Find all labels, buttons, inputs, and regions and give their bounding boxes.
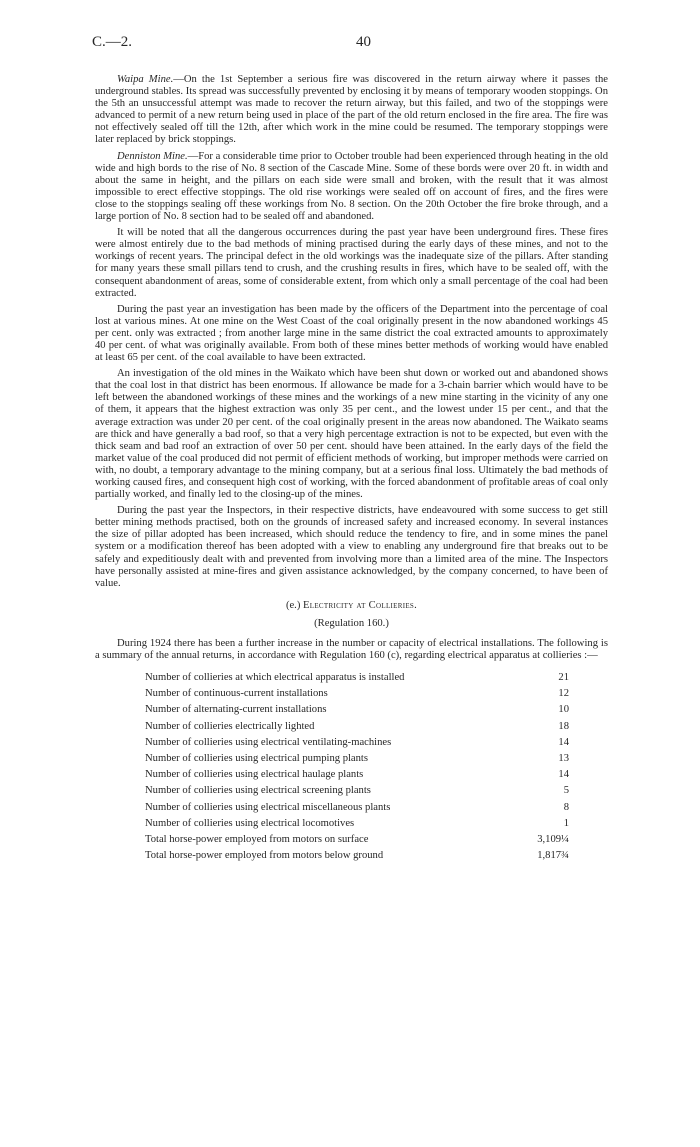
- stat-label: Number of continuous-current installations: [145, 688, 328, 700]
- stat-value: 1: [563, 817, 569, 829]
- table-row: [145, 719, 569, 735]
- section-prefix: (e.): [285, 599, 301, 611]
- stat-value: 12: [558, 688, 569, 700]
- stat-label: Total horse-power employed from motors on surface: [145, 834, 369, 846]
- table-row: [145, 848, 569, 864]
- paragraph-text: —For a considerable time prior to October trouble had been experienced through heating in the old wide and high bords to the rise of No. 8 section of the Cascade Mine. Some of these bords were over 20 ft. in width and about the same in height, and the pillars on each side were small and broken, with the result that it was almost impossible to erect effective stoppings. The old rise workings were sealed off on account of fires, and the fires were close to the stoppings sealing off these workings from No. 8 section. On the 20th October the fire broke through, and a large portion of No. 8 section had to be sealed off and abandoned.: [95, 150, 609, 223]
- table-row: [145, 686, 569, 702]
- stat-label: Total horse-power employed from motors below ground: [145, 850, 384, 862]
- stat-label: Number of collieries at which electrical apparatus is installed: [145, 672, 405, 684]
- paragraph-text: —On the 1st September a serious fire was discovered in the return airway where it passes the underground stables. Its spread was successfully prevented by enclosing it by means of temporary wooden stoppings. On the 5th an unsuccessful attempt was made to recover the return airway, but this failed, and two of the stoppings were advanced to permit of a new return being used in place of the part of the old return enclosed in the fire area. The fire was not effectively sealed off till the 12th, after which work in the mine could be resumed. The temporary stoppings were later replaced by brick stoppings.: [95, 74, 608, 146]
- paragraph-waipa-mine: [95, 74, 608, 147]
- stat-value: 14: [558, 769, 569, 781]
- section-heading: [95, 600, 608, 612]
- paragraph-denniston-mine: [95, 151, 608, 224]
- table-row: [145, 783, 569, 799]
- stat-label: Number of collieries electrically lighted: [145, 720, 315, 732]
- paragraph-underground-fires: [95, 227, 608, 300]
- stat-value: 5: [563, 785, 569, 797]
- regulation-reference: (Regulation 160.): [314, 617, 389, 629]
- stat-label: Number of collieries using electrical screening plants: [145, 785, 371, 797]
- document-reference: C.—2.: [92, 34, 133, 50]
- paragraph-coal-investigation: [95, 304, 608, 364]
- paragraph-text: During the past year an investigation has been made by the officers of the Department into the percentage of coal lost at various mines. At one mine on the West Coast of the coal originally present in the now abandoned workings 45 per cent. only was extracted ; from another large mine in the same district the coal extracted amounts to approximately 40 per cent. of what was originally available. From both of these mines better methods of working would have enabled at least 65 per cent. of the coal available to have been extracted.: [95, 303, 608, 364]
- page-number: 40: [356, 34, 371, 50]
- table-row: [145, 800, 569, 816]
- electrical-summary-table: [145, 670, 569, 864]
- stat-label: Number of collieries using electrical haulage plants: [145, 769, 364, 781]
- stat-label: Number of collieries using electrical ventilating-machines: [145, 736, 392, 748]
- stat-label: Number of alternating-current installations: [145, 704, 327, 716]
- stat-value: 13: [558, 753, 569, 765]
- stat-label: Number of collieries using electrical miscellaneous plants: [145, 801, 391, 813]
- table-row: [145, 735, 569, 751]
- paragraph-waikato-mines: [95, 368, 608, 501]
- table-row: [145, 670, 569, 686]
- table-row: [145, 816, 569, 832]
- stat-value: 14: [558, 736, 569, 748]
- table-row: [145, 751, 569, 767]
- paragraph-text: An investigation of the old mines in the Waikato which have been shut down or worked out and abandoned shows that the coal lost in that district has been enormous. If allowance be made for a 3-chain barrier which would have to be left between the abandoned workings of these mines and the workings of a new mine starting in the vicinity of any one of them, it appears that the highest extraction was only 35 per cent., and the lowest under 15 per cent., and that the average extraction was under 20 per cent. of the coal originally present in the areas now abandoned. The Waikato seams are thick and have generally a bad roof, so that a very high percentage extraction is not to be expected, but even with the thick seam and bad roof an extraction of over 50 per cent. should have been attained. In the early days of the field the market value of the coal produced did not permit of efficient methods of working, but improper methods were carried on with, no doubt, a temporary advantage to the mining company, but at a serious final loss. Ultimately the bad methods of working caused fires, and consequent high cost of working, with the forced abandonment of profitable areas of coal only partially worked, and finally led to the closing-up of the mines.: [95, 368, 608, 501]
- page-body: [95, 74, 608, 864]
- table-row: [145, 767, 569, 783]
- paragraph-text: It will be noted that all the dangerous occurrences during the past year have been underground fires. These fires were almost entirely due to the bad methods of mining practised during the early days of these mines, and not to the workings of recent years. The principal defect in the old workings was the inadequate size of the pillars. After standing for many years these small pillars tend to crush, and the crushing results in fires, which have to be sealed off, with the consequent abandonment of areas, some of considerable extent, from which only a small percentage of the coal had been extracted.: [95, 227, 608, 299]
- stat-value: 3,109¼: [537, 834, 569, 846]
- paragraph-inspectors: [95, 505, 608, 590]
- paragraph-text: During the past year the Inspectors, in their respective districts, have endeavoured with some success to get still better mining methods practised, both on the grounds of increased safety and increased economy. In several instances the size of pillar adopted has been increased, which should reduce the tendency to fire, and in some mines the panel system or a modification thereof has been adopted with a view to enabling any underground fire that breaks out to be safely and expeditiously dealt with and prevented from involving more than a limited area of the mine. The Inspectors have personally assisted at mine-fires and given assistance acknowledged, by the company concerned, to have been of value.: [95, 505, 608, 589]
- section-title: Electricity at Collieries.: [303, 599, 418, 611]
- page-header: [92, 34, 612, 54]
- stat-label: Number of collieries using electrical locomotives: [145, 817, 355, 829]
- paragraph-lead: Denniston Mine.: [117, 150, 188, 162]
- stat-value: 10: [558, 704, 569, 716]
- stat-value: 18: [558, 720, 569, 732]
- paragraph-electricity-intro: During 1924 there has been a further increase in the number or capacity of electrical installations. The following is a summary of the annual returns, in accordance with Regulation 160 (c), regarding electrical apparatus at collieries :—: [95, 637, 608, 661]
- stat-label: Number of collieries using electrical pumping plants: [145, 753, 368, 765]
- stat-value: 8: [563, 801, 569, 813]
- table-row: [145, 832, 569, 848]
- table-row: [145, 702, 569, 718]
- paragraph-lead: Waipa Mine.: [117, 74, 174, 85]
- stat-value: 1,817¾: [537, 850, 569, 862]
- stat-value: 21: [558, 672, 569, 684]
